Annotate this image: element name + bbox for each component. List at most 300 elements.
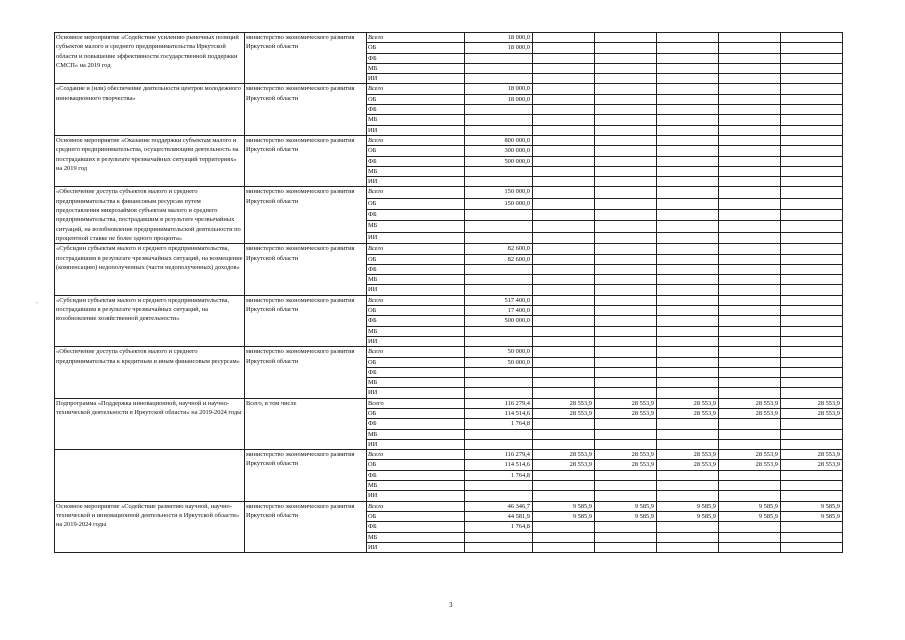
funding-source-cell: Всего	[367, 33, 465, 43]
year-value-cell	[533, 177, 595, 187]
year-value-cell	[781, 481, 843, 491]
total-cell: 18 000,0	[465, 33, 533, 43]
year-value-cell	[533, 105, 595, 115]
total-cell	[465, 53, 533, 63]
year-value-cell	[657, 347, 719, 357]
year-value-cell	[781, 244, 843, 254]
year-value-cell	[781, 367, 843, 377]
funding-source-cell: Всего	[367, 347, 465, 357]
year-value-cell	[595, 232, 657, 243]
total-cell: 116 279,4	[465, 450, 533, 460]
year-value-cell	[781, 295, 843, 305]
year-value-cell	[781, 187, 843, 198]
total-cell: 46 346,7	[465, 501, 533, 511]
year-value-cell	[533, 470, 595, 480]
executor-cell: министерство экономического развития Иркутской области	[245, 501, 367, 552]
year-value-cell	[533, 221, 595, 232]
year-value-cell: 28 553,9	[719, 408, 781, 418]
total-cell: 116 279,4	[465, 398, 533, 408]
year-value-cell	[719, 429, 781, 439]
year-value-cell: 28 553,9	[781, 460, 843, 470]
year-value-cell: 9 585,9	[719, 501, 781, 511]
total-cell: 18 000,0	[465, 43, 533, 53]
total-cell: 517 400,0	[465, 295, 533, 305]
year-value-cell	[595, 221, 657, 232]
year-value-cell	[719, 532, 781, 542]
year-value-cell	[781, 94, 843, 104]
funding-source-cell: ФБ	[367, 156, 465, 166]
executor-cell: министерство экономического развития Иркутской области	[245, 295, 367, 346]
funding-source-cell: МБ	[367, 378, 465, 388]
year-value-cell	[657, 470, 719, 480]
year-value-cell	[657, 53, 719, 63]
year-value-cell: 28 553,9	[595, 460, 657, 470]
year-value-cell	[595, 135, 657, 145]
year-value-cell	[533, 522, 595, 532]
year-value-cell	[533, 232, 595, 243]
year-value-cell: 9 585,9	[533, 501, 595, 511]
year-value-cell	[595, 347, 657, 357]
year-value-cell	[657, 264, 719, 274]
executor-cell: министерство экономического развития Иркутской области	[245, 187, 367, 244]
total-cell	[465, 232, 533, 243]
year-value-cell	[719, 177, 781, 187]
year-value-cell	[533, 166, 595, 176]
activity-name: «Субсидии субъектам малого и среднего предпринимательства, пострадавшим в результате чрезвычайных ситуаций, на возмещение (компенсацию) недополученных (части недополученных) доходов»	[55, 244, 245, 295]
year-value-cell	[719, 221, 781, 232]
year-value-cell	[657, 94, 719, 104]
year-value-cell	[657, 210, 719, 221]
year-value-cell	[719, 84, 781, 94]
year-value-cell	[781, 53, 843, 63]
total-cell: 500 000,0	[465, 316, 533, 326]
year-value-cell: 28 553,9	[595, 450, 657, 460]
year-value-cell	[595, 115, 657, 125]
year-value-cell	[719, 542, 781, 552]
year-value-cell	[657, 326, 719, 336]
year-value-cell	[657, 439, 719, 449]
year-value-cell: 9 585,9	[595, 501, 657, 511]
funding-source-cell: Всего	[367, 84, 465, 94]
year-value-cell	[595, 244, 657, 254]
year-value-cell	[595, 336, 657, 346]
year-value-cell	[595, 94, 657, 104]
funding-source-cell: ОБ	[367, 511, 465, 521]
year-value-cell	[719, 264, 781, 274]
year-value-cell	[719, 326, 781, 336]
year-value-cell	[595, 367, 657, 377]
total-cell	[465, 336, 533, 346]
executor-cell: министерство экономического развития Иркутской области	[245, 244, 367, 295]
funding-source-cell: ОБ	[367, 254, 465, 264]
funding-source-cell: Всего	[367, 244, 465, 254]
year-value-cell	[781, 33, 843, 43]
year-value-cell	[595, 125, 657, 135]
year-value-cell	[595, 166, 657, 176]
table-row	[55, 295, 843, 305]
funding-source-cell: ФБ	[367, 367, 465, 377]
year-value-cell	[719, 166, 781, 176]
year-value-cell: 28 553,9	[781, 450, 843, 460]
year-value-cell	[595, 254, 657, 264]
table-row	[55, 347, 843, 357]
year-value-cell	[719, 378, 781, 388]
year-value-cell	[533, 439, 595, 449]
funding-source-cell: ФБ	[367, 470, 465, 480]
year-value-cell	[781, 125, 843, 135]
funding-source-cell: ОБ	[367, 408, 465, 418]
year-value-cell	[657, 146, 719, 156]
year-value-cell	[781, 115, 843, 125]
year-value-cell	[533, 135, 595, 145]
year-value-cell: 9 585,9	[595, 511, 657, 521]
year-value-cell	[781, 166, 843, 176]
year-value-cell	[657, 491, 719, 501]
total-cell	[465, 177, 533, 187]
year-value-cell	[657, 244, 719, 254]
year-value-cell	[595, 378, 657, 388]
year-value-cell	[657, 177, 719, 187]
year-value-cell	[657, 105, 719, 115]
total-cell: 114 514,6	[465, 460, 533, 470]
year-value-cell	[657, 43, 719, 53]
year-value-cell	[719, 491, 781, 501]
year-value-cell	[719, 306, 781, 316]
year-value-cell: 28 553,9	[533, 460, 595, 470]
year-value-cell	[533, 295, 595, 305]
margin-mark: .	[36, 297, 38, 305]
total-cell: 18 000,0	[465, 84, 533, 94]
year-value-cell	[657, 429, 719, 439]
page-number: 3	[449, 601, 453, 609]
total-cell: 18 000,0	[465, 94, 533, 104]
funding-source-cell: ФБ	[367, 210, 465, 221]
activity-name: «Субсидии субъектам малого и среднего предпринимательства, пострадавшим в результате чрезвычайных ситуаций, на возобновление хозяйственной деятельности»	[55, 295, 245, 346]
total-cell: 1 764,8	[465, 419, 533, 429]
year-value-cell	[595, 53, 657, 63]
year-value-cell	[533, 53, 595, 63]
funding-source-cell: Всего	[367, 450, 465, 460]
year-value-cell	[595, 306, 657, 316]
funding-source-cell: ФБ	[367, 264, 465, 274]
year-value-cell: 28 553,9	[781, 408, 843, 418]
funding-source-cell: ФБ	[367, 316, 465, 326]
year-value-cell	[533, 285, 595, 295]
year-value-cell	[595, 156, 657, 166]
year-value-cell	[719, 275, 781, 285]
year-value-cell: 28 553,9	[533, 398, 595, 408]
year-value-cell	[533, 156, 595, 166]
year-value-cell	[595, 264, 657, 274]
year-value-cell	[657, 357, 719, 367]
total-cell: 82 600,0	[465, 244, 533, 254]
year-value-cell	[719, 295, 781, 305]
year-value-cell	[781, 542, 843, 552]
year-value-cell	[781, 347, 843, 357]
year-value-cell	[595, 33, 657, 43]
year-value-cell	[781, 419, 843, 429]
year-value-cell	[657, 481, 719, 491]
table-row	[55, 135, 843, 145]
total-cell	[465, 542, 533, 552]
activity-name: Подпрограмма «Поддержка инновационной, научной и научно-технической деятельности в Иркутской области» на 2019-2024 годы	[55, 398, 245, 449]
year-value-cell	[595, 285, 657, 295]
year-value-cell	[595, 470, 657, 480]
total-cell: 44 581,9	[465, 511, 533, 521]
year-value-cell	[595, 542, 657, 552]
year-value-cell	[719, 187, 781, 198]
funding-source-cell: Всего	[367, 135, 465, 145]
year-value-cell	[595, 522, 657, 532]
year-value-cell	[719, 94, 781, 104]
year-value-cell	[657, 232, 719, 243]
year-value-cell	[719, 63, 781, 73]
activity-name	[55, 450, 245, 501]
year-value-cell	[657, 221, 719, 232]
funding-source-cell: Всего	[367, 187, 465, 198]
year-value-cell	[719, 285, 781, 295]
funding-source-cell: ИИ	[367, 74, 465, 84]
year-value-cell	[719, 357, 781, 367]
year-value-cell	[781, 532, 843, 542]
year-value-cell: 9 585,9	[781, 501, 843, 511]
funding-source-cell: ОБ	[367, 460, 465, 470]
year-value-cell	[781, 254, 843, 264]
year-value-cell	[719, 336, 781, 346]
year-value-cell	[533, 357, 595, 367]
year-value-cell	[533, 125, 595, 135]
total-cell: 150 000,0	[465, 198, 533, 209]
year-value-cell: 28 553,9	[595, 408, 657, 418]
year-value-cell	[595, 419, 657, 429]
year-value-cell	[533, 264, 595, 274]
year-value-cell	[719, 53, 781, 63]
total-cell: 17 400,0	[465, 306, 533, 316]
year-value-cell	[533, 532, 595, 542]
year-value-cell: 28 553,9	[533, 450, 595, 460]
year-value-cell	[533, 316, 595, 326]
year-value-cell: 28 553,9	[595, 398, 657, 408]
year-value-cell	[781, 221, 843, 232]
year-value-cell	[595, 439, 657, 449]
year-value-cell	[533, 84, 595, 94]
year-value-cell	[719, 210, 781, 221]
total-cell: 82 600,0	[465, 254, 533, 264]
year-value-cell	[781, 316, 843, 326]
year-value-cell	[533, 210, 595, 221]
table-body	[55, 33, 843, 553]
executor-cell: министерство экономического развития Иркутской области	[245, 347, 367, 398]
year-value-cell	[657, 63, 719, 73]
total-cell	[465, 63, 533, 73]
total-cell	[465, 221, 533, 232]
year-value-cell	[781, 146, 843, 156]
year-value-cell	[719, 198, 781, 209]
year-value-cell	[533, 347, 595, 357]
year-value-cell	[533, 388, 595, 398]
year-value-cell	[781, 84, 843, 94]
year-value-cell: 28 553,9	[719, 398, 781, 408]
year-value-cell	[719, 33, 781, 43]
year-value-cell	[533, 542, 595, 552]
funding-source-cell: ФБ	[367, 105, 465, 115]
year-value-cell: 28 553,9	[719, 450, 781, 460]
year-value-cell: 9 585,9	[657, 501, 719, 511]
total-cell: 800 000,0	[465, 135, 533, 145]
year-value-cell	[657, 33, 719, 43]
year-value-cell	[595, 84, 657, 94]
year-value-cell	[595, 177, 657, 187]
year-value-cell	[595, 43, 657, 53]
budget-table	[54, 32, 843, 553]
year-value-cell	[657, 367, 719, 377]
total-cell	[465, 532, 533, 542]
activity-name: «Обеспечение доступа субъектов малого и среднего предпринимательства к финансовым ресурсам путем предоставления микрозаймов субъектам малого и среднего предпринимательства, пострадавшим в результате чрезвычайных ситуаций, на возобновление предпринимательской деятельности по процентной ставке не более одного процента»	[55, 187, 245, 244]
funding-source-cell: ИИ	[367, 285, 465, 295]
year-value-cell	[781, 63, 843, 73]
total-cell	[465, 367, 533, 377]
total-cell: 1 764,8	[465, 470, 533, 480]
year-value-cell	[657, 125, 719, 135]
table-row	[55, 33, 843, 43]
funding-source-cell: ФБ	[367, 53, 465, 63]
year-value-cell	[533, 336, 595, 346]
table-row	[55, 244, 843, 254]
total-cell: 50 000,0	[465, 357, 533, 367]
year-value-cell	[595, 105, 657, 115]
funding-source-cell: МБ	[367, 221, 465, 232]
total-cell	[465, 74, 533, 84]
year-value-cell	[595, 481, 657, 491]
table-row	[55, 84, 843, 94]
year-value-cell	[657, 135, 719, 145]
year-value-cell: 28 553,9	[781, 398, 843, 408]
funding-source-cell: МБ	[367, 532, 465, 542]
total-cell	[465, 481, 533, 491]
table-row	[55, 501, 843, 511]
activity-name: Основное мероприятие «Содействие развитию научной, научно-технической и инновационной деятельности в Иркутской области» на 2019-2024 годы	[55, 501, 245, 552]
year-value-cell	[781, 357, 843, 367]
activity-name: Основное мероприятие «Содействие усилению рыночных позиций субъектов малого и среднего предпринимательства Иркутской области и повышение эффективности государственной поддержки СМСП» на 2019 год	[55, 33, 245, 84]
funding-source-cell: МБ	[367, 481, 465, 491]
year-value-cell	[657, 336, 719, 346]
funding-source-cell: ОБ	[367, 306, 465, 316]
year-value-cell	[719, 115, 781, 125]
funding-source-cell: МБ	[367, 166, 465, 176]
year-value-cell	[781, 336, 843, 346]
year-value-cell	[657, 306, 719, 316]
year-value-cell: 9 585,9	[657, 511, 719, 521]
year-value-cell	[781, 156, 843, 166]
total-cell: 300 000,0	[465, 146, 533, 156]
year-value-cell	[781, 306, 843, 316]
year-value-cell	[719, 481, 781, 491]
year-value-cell: 9 585,9	[719, 511, 781, 521]
year-value-cell	[719, 522, 781, 532]
year-value-cell	[533, 33, 595, 43]
year-value-cell	[781, 470, 843, 480]
funding-source-cell: ФБ	[367, 419, 465, 429]
total-cell	[465, 326, 533, 336]
year-value-cell: 9 585,9	[781, 511, 843, 521]
year-value-cell	[533, 326, 595, 336]
year-value-cell	[595, 210, 657, 221]
year-value-cell	[719, 125, 781, 135]
year-value-cell	[595, 187, 657, 198]
year-value-cell	[533, 378, 595, 388]
year-value-cell	[719, 470, 781, 480]
year-value-cell	[595, 326, 657, 336]
year-value-cell: 9 585,9	[533, 511, 595, 521]
activity-name: «Создание и (или) обеспечение деятельности центров молодежного инновационного творчества»	[55, 84, 245, 135]
year-value-cell	[533, 367, 595, 377]
funding-source-cell: ИИ	[367, 177, 465, 187]
total-cell: 500 000,0	[465, 156, 533, 166]
year-value-cell	[657, 275, 719, 285]
year-value-cell	[781, 326, 843, 336]
year-value-cell	[719, 156, 781, 166]
year-value-cell	[657, 166, 719, 176]
year-value-cell	[533, 94, 595, 104]
year-value-cell	[781, 74, 843, 84]
year-value-cell	[781, 439, 843, 449]
executor-cell: министерство экономического развития Иркутской области	[245, 33, 367, 84]
activity-name: «Обеспечение доступа субъектов малого и среднего предпринимательства к кредитным и иным финансовым ресурсам»	[55, 347, 245, 398]
year-value-cell	[719, 43, 781, 53]
activity-name: Основное мероприятие «Оказание поддержки субъектам малого и среднего предпринимательства, осуществляющим деятельность на пострадавших в результате чрезвычайных ситуаций территориях» на 2019 год	[55, 135, 245, 186]
year-value-cell	[533, 254, 595, 264]
funding-source-cell: МБ	[367, 326, 465, 336]
total-cell	[465, 264, 533, 274]
year-value-cell	[657, 378, 719, 388]
total-cell	[465, 105, 533, 115]
total-cell	[465, 378, 533, 388]
year-value-cell	[657, 115, 719, 125]
year-value-cell	[781, 43, 843, 53]
year-value-cell	[657, 156, 719, 166]
funding-source-cell: МБ	[367, 275, 465, 285]
year-value-cell	[781, 264, 843, 274]
year-value-cell	[719, 254, 781, 264]
year-value-cell	[657, 542, 719, 552]
year-value-cell	[719, 74, 781, 84]
total-cell	[465, 439, 533, 449]
year-value-cell	[595, 316, 657, 326]
year-value-cell	[719, 244, 781, 254]
funding-source-cell: ОБ	[367, 43, 465, 53]
year-value-cell	[533, 419, 595, 429]
table-row	[55, 398, 843, 408]
year-value-cell	[657, 388, 719, 398]
funding-source-cell: ИИ	[367, 491, 465, 501]
year-value-cell	[595, 275, 657, 285]
year-value-cell	[595, 357, 657, 367]
year-value-cell	[595, 532, 657, 542]
year-value-cell	[595, 146, 657, 156]
table-row	[55, 450, 843, 460]
funding-source-cell: ИИ	[367, 388, 465, 398]
year-value-cell	[533, 491, 595, 501]
funding-source-cell: ОБ	[367, 198, 465, 209]
year-value-cell	[781, 275, 843, 285]
year-value-cell	[781, 378, 843, 388]
year-value-cell: 28 553,9	[657, 398, 719, 408]
year-value-cell	[533, 146, 595, 156]
year-value-cell	[595, 295, 657, 305]
total-cell: 150 000,0	[465, 187, 533, 198]
year-value-cell: 28 553,9	[657, 408, 719, 418]
year-value-cell	[657, 522, 719, 532]
